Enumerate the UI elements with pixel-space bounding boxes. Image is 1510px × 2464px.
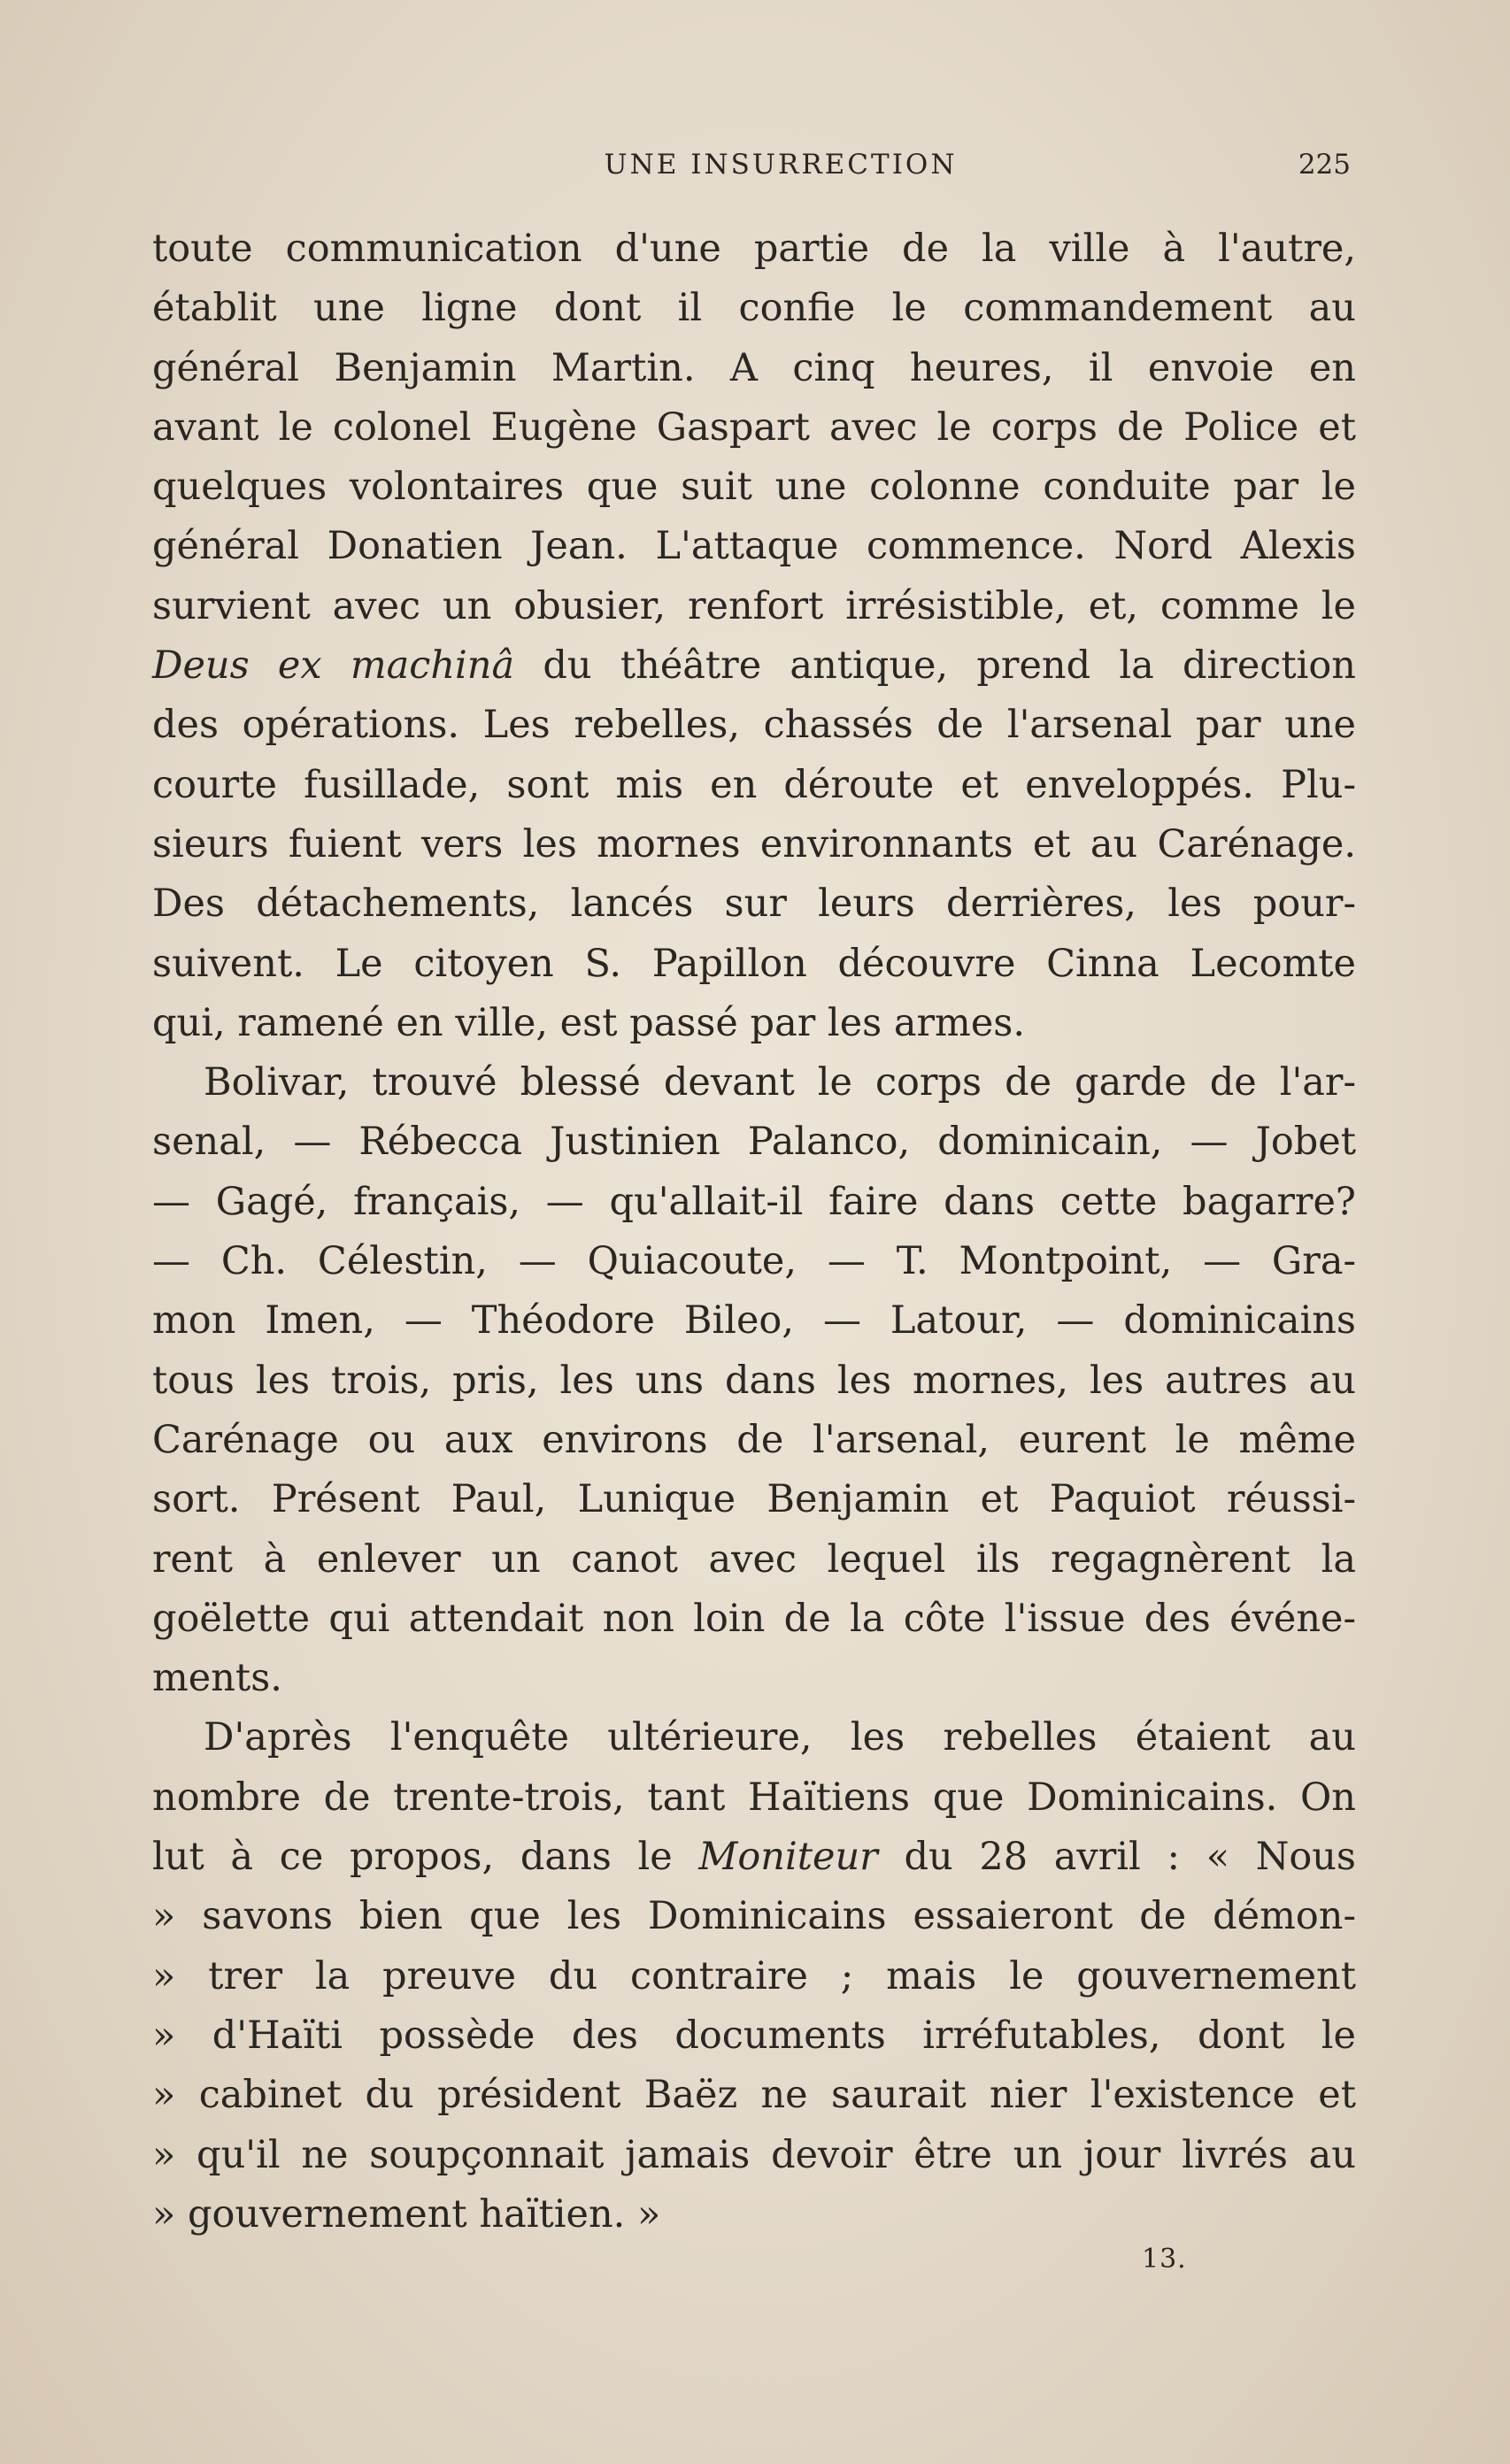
text-line: » cabinet du président Baëz ne saurait nier l'existence et: [152, 2073, 1356, 2118]
text-line: » d'Haïti possède des documents irréfutables, dont le: [152, 2013, 1356, 2058]
text-line: mon Imen, — Théodore Bileo, — Latour, — dominicains: [152, 1298, 1356, 1344]
text-line: Bolivar, trouvé blessé devant le corps de garde de l'ar-: [204, 1060, 1356, 1105]
text-line: ments.: [152, 1656, 282, 1701]
text-span: du 28 avril : « Nous: [877, 1835, 1356, 1880]
text-line: Carénage ou aux environs de l'arsenal, eurent le même: [152, 1417, 1356, 1462]
text-line: » savons bien que les Dominicains essaieront de démon-: [152, 1894, 1356, 1939]
text-line: sieurs fuient vers les mornes environnants et au Carénage.: [152, 821, 1356, 866]
page-header: [152, 149, 1356, 193]
text-line: suivent. Le citoyen S. Papillon découvre Cinna Lecomte: [152, 941, 1356, 986]
italic-title: Moniteur: [698, 1835, 878, 1880]
text-line: — Gagé, français, — qu'allait-il faire dans cette bagarre?: [152, 1179, 1356, 1224]
italic-phrase: Deus ex machinâ: [152, 643, 515, 689]
body-text: [152, 219, 1356, 2245]
text-line: senal, — Rébecca Justinien Palanco, dominicain, — Jobet: [152, 1120, 1356, 1165]
running-title: UNE INSURRECTION: [604, 149, 958, 181]
text-line: qui, ramené en ville, est passé par les armes.: [152, 1000, 1026, 1045]
text-line: toute communication d'une partie de la ville à l'autre,: [152, 227, 1356, 271]
text-line: rent à enlever un canot avec lequel ils regagnèrent la: [152, 1536, 1356, 1582]
text-line: nombre de trente-trois, tant Haïtiens que Dominicains. On: [152, 1775, 1356, 1820]
text-line: Des détachements, lancés sur leurs derrières, les pour-: [152, 882, 1356, 927]
text-line: général Benjamin Martin. A cinq heures, il envoie en: [152, 345, 1356, 390]
text-line: D'après l'enquête ultérieure, les rebelles étaient au: [204, 1715, 1356, 1760]
text-line: » trer la preuve du contraire ; mais le gouvernement: [152, 1953, 1356, 1998]
text-line: — Ch. Célestin, — Quiacoute, — T. Montpoint, — Gra-: [152, 1239, 1356, 1284]
text-line: tous les trois, pris, les uns dans les mornes, les autres au: [152, 1358, 1356, 1403]
text-line: [152, 636, 1356, 696]
text-line: » gouvernement haïtien. »: [152, 2191, 661, 2237]
text-line: établit une ligne dont il confie le commandement au: [152, 286, 1356, 331]
text-line: général Donatien Jean. L'attaque commence. Nord Alexis: [152, 524, 1356, 569]
text-line: goëlette qui attendait non loin de la côte l'issue des événe-: [152, 1596, 1356, 1641]
text-span: lut à ce propos, dans le: [152, 1835, 699, 1880]
text-line: survient avec un obusier, renfort irrésistible, et, comme le: [152, 583, 1356, 628]
text-line: courte fusillade, sont mis en déroute et enveloppés. Plu-: [152, 762, 1356, 807]
signature-mark: 13.: [1142, 2244, 1187, 2275]
text-line: avant le colonel Eugène Gaspart avec le corps de Police et: [152, 404, 1356, 450]
page-number: 225: [1298, 149, 1351, 181]
text-span: du théâtre antique, prend la direction: [514, 643, 1356, 689]
text-line: » qu'il ne soupçonnait jamais devoir être un jour livrés au: [152, 2132, 1356, 2177]
text-line: quelques volontaires que suit une colonne conduite par le: [152, 465, 1356, 510]
text-line: [152, 1828, 1356, 1887]
text-line: sort. Présent Paul, Lunique Benjamin et Paquiot réussi-: [152, 1477, 1356, 1522]
text-line: des opérations. Les rebelles, chassés de l'arsenal par une: [152, 703, 1356, 748]
